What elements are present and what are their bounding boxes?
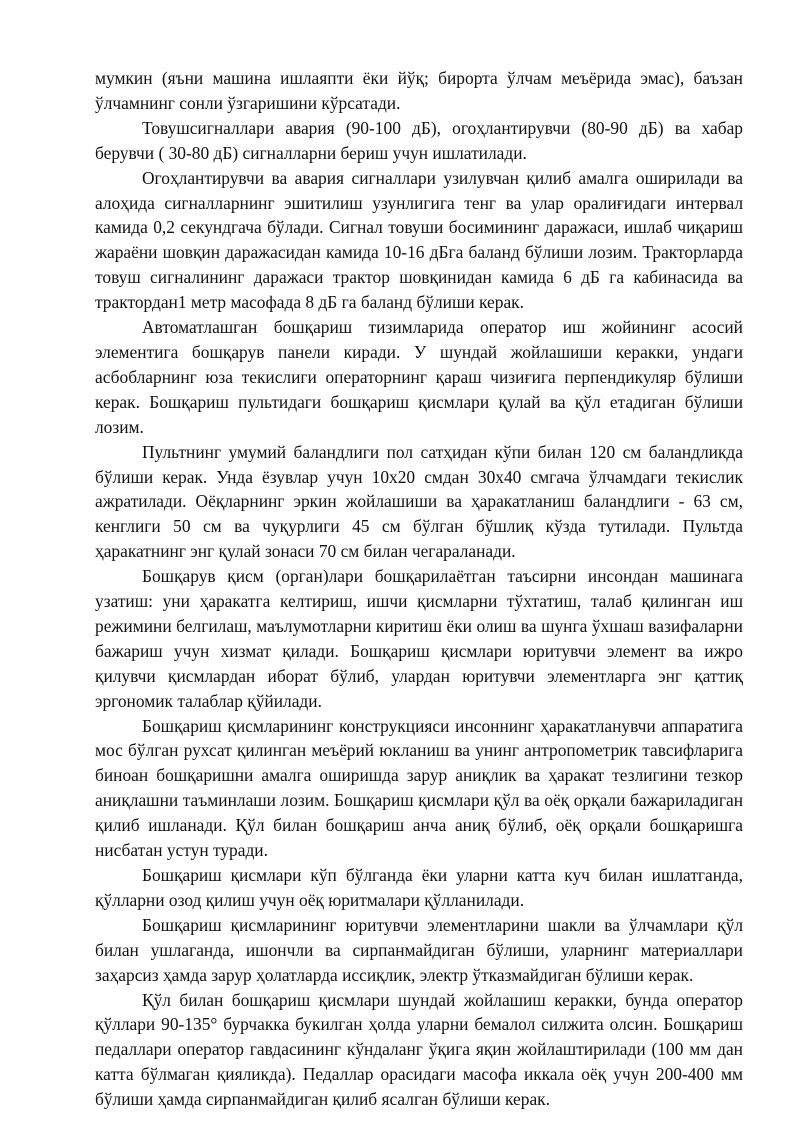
paragraph: Бошқариш қисмларининг юритувчи элементларини шакли ва ўлчамлари қўл билан ушлаганда, ишончли ва сирпанмайдиган бўлиши, уларнинг материаллари заҳарсиз ҳамда зарур ҳолатларда иссиқлик, электр ўтказмайдиган бўлиши керак.: [95, 914, 743, 985]
paragraph: мумкин (яъни машина ишлаяпти ёки йўқ; бирорта ўлчам меъёрида эмас), баъзан ўлчамнинг сонли ўзгаришини кўрсатади.: [95, 68, 743, 113]
paragraph: Товушсигналлари авария (90-100 дБ), огоҳлантирувчи (80-90 дБ) ва хабар берувчи ( 30-80 дБ) сигналларни бериш учун ишлатилади.: [95, 117, 743, 163]
paragraph: Қўл билан бошқариш қисмлари шундай жойлашиш керакки, бунда оператор қўллари 90-135° бурчакка букилган ҳолда уларни бемалол силжита олсин. Бошқариш педаллари оператор гавдасининг кўндаланг ўқига яқин жойлаштирилади (100 мм дан катта бўлмаган қияликда). Педаллар орасидаги масофа иккала оёқ учун 200-400 мм бўлиши ҳамда сирпанмайдиган қилиб ясалган бўлиши керак.: [95, 989, 743, 1110]
paragraph: Бошқариш қисмларининг конструкцияси инсоннинг ҳаракатланувчи аппаратига мос бўлган рухсат қилинган меъёрий юкланиш ва унинг антропометрик тавсифларига биноан бошқаришни амалга оширишда зарур аниқлик ва ҳаракат тезлигини тезкор аниқлашни таъминлаши лозим. Бошқариш қисмлари қўл ва оёқ орқали бажариладиган қилиб ишланади. Қўл билан бошқариш анча аниқ бўлиб, оёқ орқали бошқаришга нисбатан устун туради.: [95, 715, 743, 861]
paragraph: Бошқарув қисм (орган)лари бошқарилаётган таъсирни инсондан машинага узатиш: уни ҳаракатга келтириш, ишчи қисмларни тўхтатиш, талаб қилинган иш режимини белгилаш, маълумотларни киритиш ёки олиш ва шунга ўхшаш вазифаларни бажариш учун хизмат қилади. Бошқариш қисмлари юритувчи элемент ва ижро қилувчи қисмлардан иборат бўлиб, улардан юритувчи элементларга энг қаттиқ эргономик талаблар қўйилади.: [95, 566, 743, 711]
paragraph: Огоҳлантирувчи ва авария сигналлари узилувчан қилиб амалга оширилади ва алоҳида сигналларнинг эшитилиш узунлигига тенг ва улар оралиғидаги интервал камида 0,2 секундгача бўлади. Сигнал товуши босимининг даражаси, ишлаб чиқариш жараёни шовқин даражасидан камида 10-16 дБга баланд бўлиши лозим. Тракторларда товуш сигналининг даражаси трактор шовқинидан камида 6 дБ га кабинасида ва трактордан1 метр масофада 8 дБ га баланд бўлиши керак.: [95, 167, 743, 313]
document-page: [95, 66, 743, 1112]
paragraph: Пультнинг умумий баландлиги пол сатҳидан кўпи билан 120 см баландликда бўлиши керак. Унда ёзувлар учун 10х20 смдан 30х40 смгача ўлчамдаги текислик ажратилади. Оёқларнинг эркин жойлашиши ва ҳаракатланиш баландлиги - 63 см, кенглиги 50 см ва чуқурлиги 45 см бўлган бўшлиқ кўзда тутилади. Пультда ҳаракатнинг энг қулай зонаси 70 см билан чегараланади.: [95, 441, 743, 562]
paragraph: Бошқариш қисмлари кўп бўлганда ёки уларни катта куч билан ишлатганда, қўлларни озод қилиш учун оёқ юритмалари қўлланилади.: [95, 865, 743, 910]
paragraph: Автоматлашган бошқариш тизимларида оператор иш жойининг асосий элементига бошқарув панели киради. У шундай жойлашиши керакки, ундаги асбобларнинг юза текислиги операторнинг қараш чизиғига перпендикуляр бўлиши керак. Бошқариш пультидаги бошқариш қисмлари қулай ва қўл етадиган бўлиши лозим.: [95, 317, 743, 437]
